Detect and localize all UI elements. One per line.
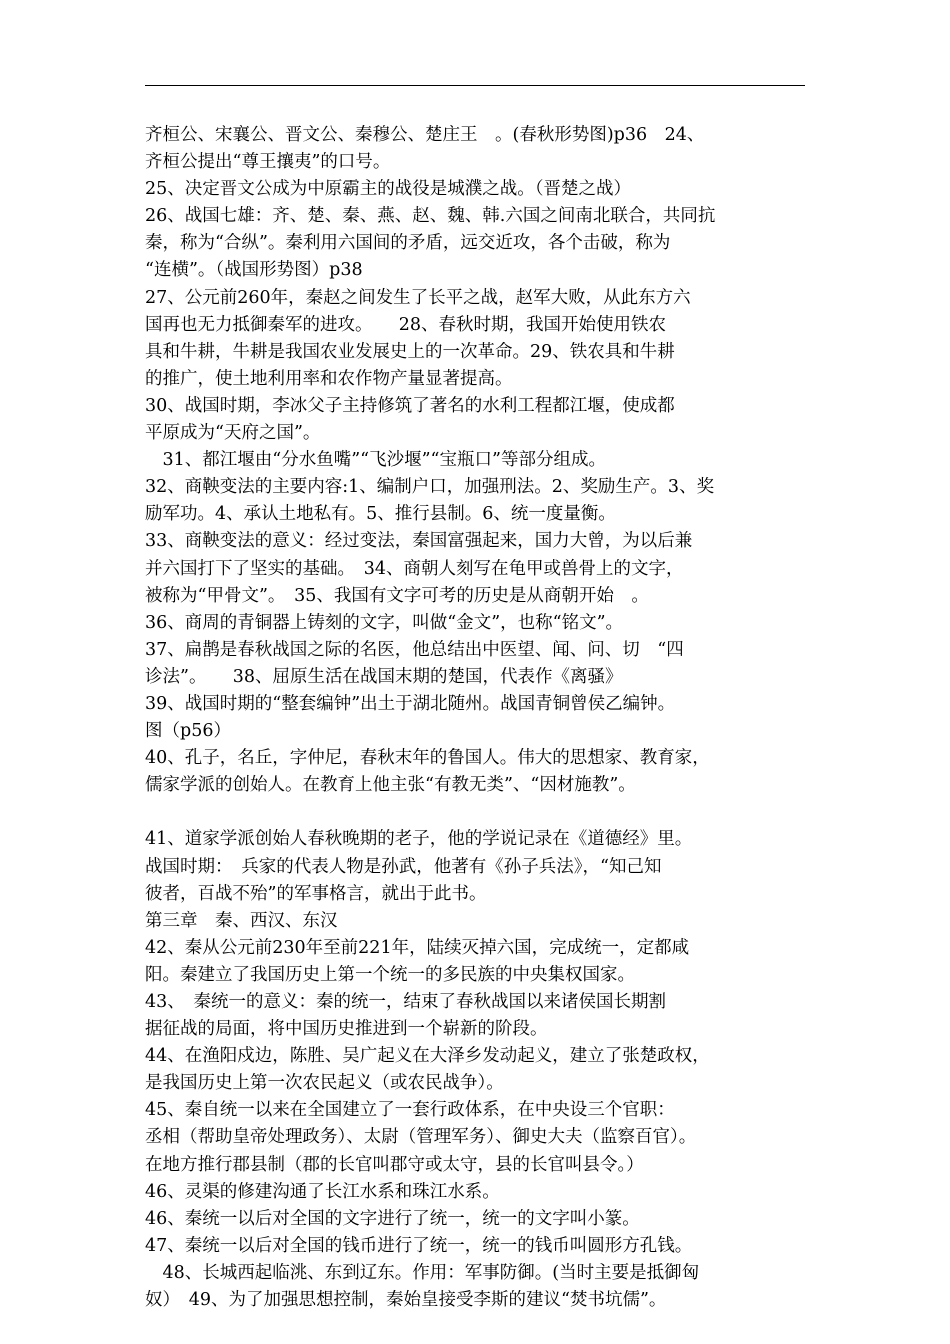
- text-line: 25、决定晋文公成为中原霸主的战役是城濮之战。（晋楚之战）: [145, 179, 632, 200]
- text-line: 是我国历史上第一次农民起义（或农民战争）。: [145, 1073, 504, 1094]
- text-line: 阳。秦建立了我国历史上第一个统一的多民族的中央集权国家。: [145, 964, 635, 985]
- text-line: 32、商鞅变法的主要内容:1、编制户口，加强刑法。2、奖励生产。3、奖: [145, 477, 715, 498]
- text-line: 战国时期： 兵家的代表人物是孙武，他著有《孙子兵法》，“知己知: [145, 856, 662, 877]
- text-line: 励军功。4、承认土地私有。5、推行县制。6、统一度量衡。: [145, 504, 616, 525]
- text-line: 47、秦统一以后对全国的钱币进行了统一，统一的钱币叫圆形方孔钱。: [145, 1235, 693, 1256]
- text-line: 46、灵渠的修建沟通了长江水系和珠江水系。: [145, 1181, 500, 1202]
- text-line: 43、 秦统一的意义：秦的统一，结束了春秋战国以来诸侯国长期割: [145, 992, 667, 1012]
- text-line: 诊法”。 38、屈原生活在战国末期的楚国，代表作《离骚》: [145, 666, 623, 687]
- text-line: 37、扁鹊是春秋战国之际的名医，他总结出中医望、闻、问、切 “四: [145, 639, 684, 660]
- text-line: 40、孔子，名丘，字仲尼，春秋末年的鲁国人。伟大的思想家、教育家，: [145, 748, 710, 769]
- text-line: 44、在渔阳戍边，陈胜、吴广起义在大泽乡发动起义，建立了张楚政权，: [145, 1046, 710, 1067]
- text-line: 39、战国时期的“整套编钟”出土于湖北随州。战国青铜曾侯乙编钟。: [145, 693, 676, 714]
- text-line: 儒家学派的创始人。在教育上他主张“有教无类”、“因材施教”。: [145, 775, 636, 796]
- text-line: 据征战的局面，将中国历史推进到一个崭新的阶段。: [145, 1019, 548, 1040]
- text-line: 的推广，使土地利用率和农作物产量显著提高。: [145, 368, 513, 389]
- text-line: 彼者，百战不殆”的军事格言，就出于此书。: [145, 883, 487, 904]
- text-line: 33、商鞅变法的意义：经过变法，秦国富强起来，国力大曾，为以后兼: [145, 531, 693, 552]
- text-line: 齐桓公提出“尊王攘夷”的口号。: [145, 152, 391, 173]
- text-line: “连横”。（战国形势图）p38: [145, 260, 363, 281]
- document-body: [145, 122, 817, 1314]
- header-rule: [145, 85, 805, 86]
- text-line: 27、公元前260年，秦赵之间发生了长平之战，赵军大败，从此东方六: [145, 287, 691, 308]
- text-line: 平原成为“天府之国”。: [145, 423, 321, 444]
- text-line: 41、道家学派创始人春秋晚期的老子，他的学说记录在《道德经》里。: [145, 829, 693, 850]
- text-line: 在地方推行郡县制（郡的长官叫郡守或太守，县的长官叫县令。）: [145, 1154, 644, 1175]
- text-line: 国再也无力抵御秦军的进攻。 28、春秋时期，我国开始使用铁农: [145, 314, 667, 335]
- text-line: 并六国打下了坚实的基础。 34、商朝人刻写在龟甲或兽骨上的文字，: [145, 558, 684, 579]
- text-line: 26、战国七雄：齐、楚、秦、燕、赵、魏、韩.六国之间南北联合，共同抗: [145, 206, 716, 227]
- text-line: 45、秦自统一以来在全国建立了一套行政体系，在中央设三个官职：: [145, 1100, 675, 1121]
- text-line: [145, 799, 817, 826]
- text-line: 36、商周的青铜器上铸刻的文字，叫做“金文”，也称“铭文”。: [145, 612, 624, 633]
- text-line: 图（p56）: [145, 721, 231, 742]
- text-line: 31、都江堰由“分水鱼嘴”“飞沙堰”“宝瓶口”等部分组成。: [145, 450, 606, 471]
- text-line: 秦，称为“合纵”。秦利用六国间的矛盾，远交近攻，各个击破，称为: [145, 233, 671, 254]
- text-line: 30、战国时期，李冰父子主持修筑了著名的水利工程都江堰，使成都: [145, 395, 675, 416]
- text-line: 42、秦从公元前230年至前221年，陆续灭掉六国，完成统一，定都咸: [145, 937, 690, 958]
- text-line: 具和牛耕，牛耕是我国农业发展史上的一次革命。29、铁农具和牛耕: [145, 341, 675, 362]
- text-line: 被称为“甲骨文”。 35、我国有文字可考的历史是从商朝开始 。: [145, 585, 649, 606]
- text-line: 齐桓公、宋襄公、晋文公、秦穆公、楚庄王 。(春秋形势图)p36 24、: [145, 125, 705, 145]
- text-line: 46、秦统一以后对全国的文字进行了统一，统一的文字叫小篆。: [145, 1208, 640, 1229]
- text-line: 奴） 49、为了加强思想控制，秦始皇接受李斯的建议“焚书坑儒”。: [145, 1290, 667, 1311]
- text-line: 丞相（帮助皇帝处理政务）、太尉（管理军务）、御史大夫（监察百官）。: [145, 1127, 697, 1148]
- text-line: 第三章 秦、西汉、东汉: [145, 910, 338, 931]
- text-line: 48、长城西起临洮、东到辽东。作用：军事防御。(当时主要是抵御匈: [145, 1262, 700, 1283]
